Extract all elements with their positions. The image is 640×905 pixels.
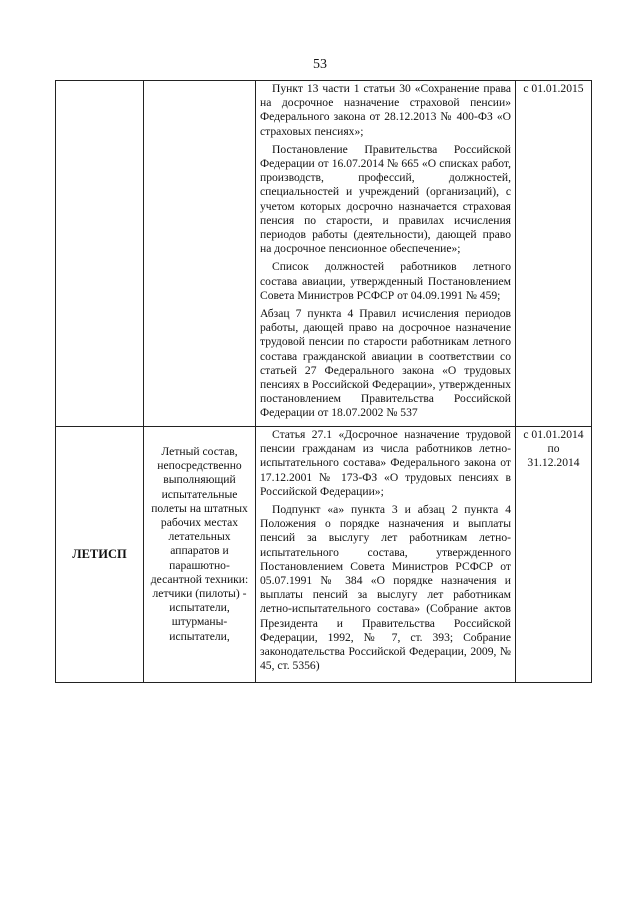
legal-grounds-cell: [256, 427, 516, 683]
table-row: [56, 427, 592, 683]
page-number: 53: [313, 57, 327, 72]
description-cell: Летный состав, непосредственно выполняющий испытательные полеты на штатных рабочих местах летательных аппаратов и парашютно-десантной техники: летчики (пилоты) - испытатели, штурманы-испытатели,: [144, 427, 256, 683]
legal-grounds-cell: [256, 81, 516, 427]
description-cell: [144, 81, 256, 427]
period-cell: с 01.01.2014 по 31.12.2014: [516, 427, 592, 683]
legal-ground-paragraph: Абзац 7 пункта 4 Правил исчисления периодов работы, дающей право на досрочное назначение трудовой пенсии по старости работникам летного состава гражданской авиации в соответствии со статьей 27 Федерального закона «О трудовых пенсиях в Российской Федерации», утвержденных постановлением Правительства Российской Федерации от 18.07.2002 № 537: [260, 307, 511, 420]
pension-codes-table: [55, 80, 592, 683]
legal-ground-paragraph: Пункт 13 части 1 статьи 30 «Сохранение права на досрочное назначение страховой пенсии» Федерального закона от 28.12.2013 № 400-ФЗ «О страховых пенсиях»;: [260, 82, 511, 138]
legal-ground-paragraph: Подпункт «а» пункта 3 и абзац 2 пункта 4 Положения о порядке назначения и выплаты пенсий за выслугу лет работникам летно-испытательного состава, утвержденного Постановлением Совета Министров РСФСР от 05.07.1991 № 384 «О порядке назначения и выплаты пенсий за выслугу лет работникам летно-испытательного состава» (Собрание актов Президента и Правительства Российской Федерации, 1992, № 7, ст. 393; Собрание законодательства Российской Федерации, 2009, № 45, ст. 5356): [260, 503, 511, 673]
code-cell: [56, 81, 144, 427]
legal-ground-paragraph: Статья 27.1 «Досрочное назначение трудовой пенсии гражданам из числа работников летно-испытательного состава» Федерального закона от 17.12.2001 № 173-ФЗ «О трудовых пенсиях в Российской Федерации»;: [260, 428, 511, 498]
code-cell: ЛЕТИСП: [56, 427, 144, 683]
period-cell: с 01.01.2015: [516, 81, 592, 427]
legal-ground-paragraph: Список должностей работников летного состава авиации, утвержденный Постановлением Совета Министров РСФСР от 04.09.1991 № 459;: [260, 260, 511, 302]
legal-ground-paragraph: Постановление Правительства Российской Федерации от 16.07.2014 № 665 «О списках работ, производств, профессий, должностей, специальностей и учреждений (организаций), с учетом которых досрочно назначается страховая пенсия по старости, и правилах исчисления периодов работы (деятельности), дающей право на досрочное пенсионное обеспечение»;: [260, 142, 511, 256]
table-row: [56, 81, 592, 427]
